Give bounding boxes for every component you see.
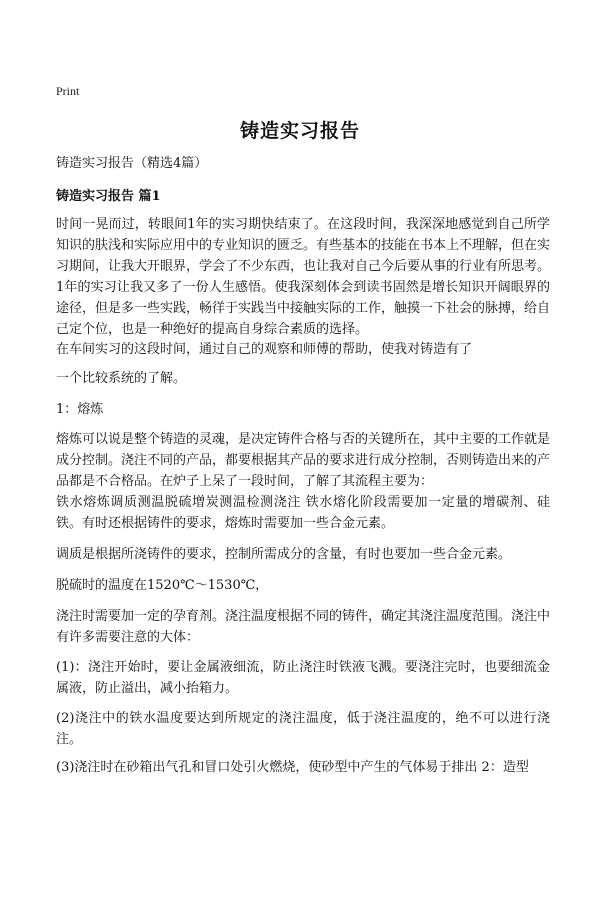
print-label: Print [56, 84, 80, 98]
paragraph-7: 调质是根据所浇铸件的要求，控制所需成分的含量，有时也要加一些合金元素。 [56, 547, 512, 562]
paragraph-2: 在车间实习的这段时间，通过自己的观察和师傅的帮助，使我对铸造有了 [56, 342, 473, 357]
paragraph-11: (2)浇注中的铁水温度要达到所规定的浇注温度，低于浇注温度的，绝不可以进行浇注。 [56, 711, 550, 747]
paragraph-8: 脱硫时的温度在1520℃～1530℃， [56, 578, 269, 593]
document-subtitle: 铸造实习报告（精选4篇） [56, 156, 208, 171]
paragraph-9: 浇注时需要加一定的孕育剂。浇注温度根据不同的铸件，确定其浇注温度范围。浇注中有许多需要注意的大体： [56, 609, 551, 645]
document-title: 铸造实习报告 [239, 120, 360, 142]
paragraph-12: (3)浇注时在砂箱出气孔和冒口处引火燃烧，使砂型中产生的气体易于排出 2：造型 [56, 760, 529, 775]
paragraph-6: 铁水熔炼调质测温脱硫增炭测温检测浇注 铁水熔化阶段需要加一定量的增碳剂、硅铁。有时还根据铸件的要求，熔炼时需要加一些合金元素。 [56, 495, 550, 531]
paragraph-4: 1：熔炼 [56, 402, 104, 417]
paragraph-10: (1)：浇注开始时，要让金属液细流，防止浇注时铁液飞溅。要浇注完时，也要细流金属液，防止溢出，减小抬箱力。 [56, 660, 550, 696]
paragraph-1: 时间一晃而过，转眼间1年的实习期快结束了。在这段时间，我深深地感觉到自己所学知识的肤浅和实际应用中的专业知识的匮乏。有些基本的技能在书本上不理解，但在实习期间，让我大开眼界，学会了不少东西，也让我对自己今后要从事的行业有所思考。1年的实习让我又多了一份人生感悟。使我深刻体会到读书固然是增长知识开阔眼界的途径，但是多一些实践，畅徉于实践当中接触实际的工作，触摸一下社会的脉搏，给自己定个位，也是一种绝好的提高自身综合素质的选择。 [56, 217, 551, 337]
section-heading: 铸造实习报告 篇1 [56, 189, 161, 204]
paragraph-5: 熔炼可以说是整个铸造的灵魂，是决定铸件合格与否的关键所在，其中主要的工作就是成分控制。浇注不同的产品，都要根据其产品的要求进行成分控制，否则铸造出来的产品都是不合格品。在炉子上呆了一段时间，了解了其流程主要为： [56, 432, 551, 489]
paragraph-3: 一个比较系统的了解。 [56, 371, 187, 386]
